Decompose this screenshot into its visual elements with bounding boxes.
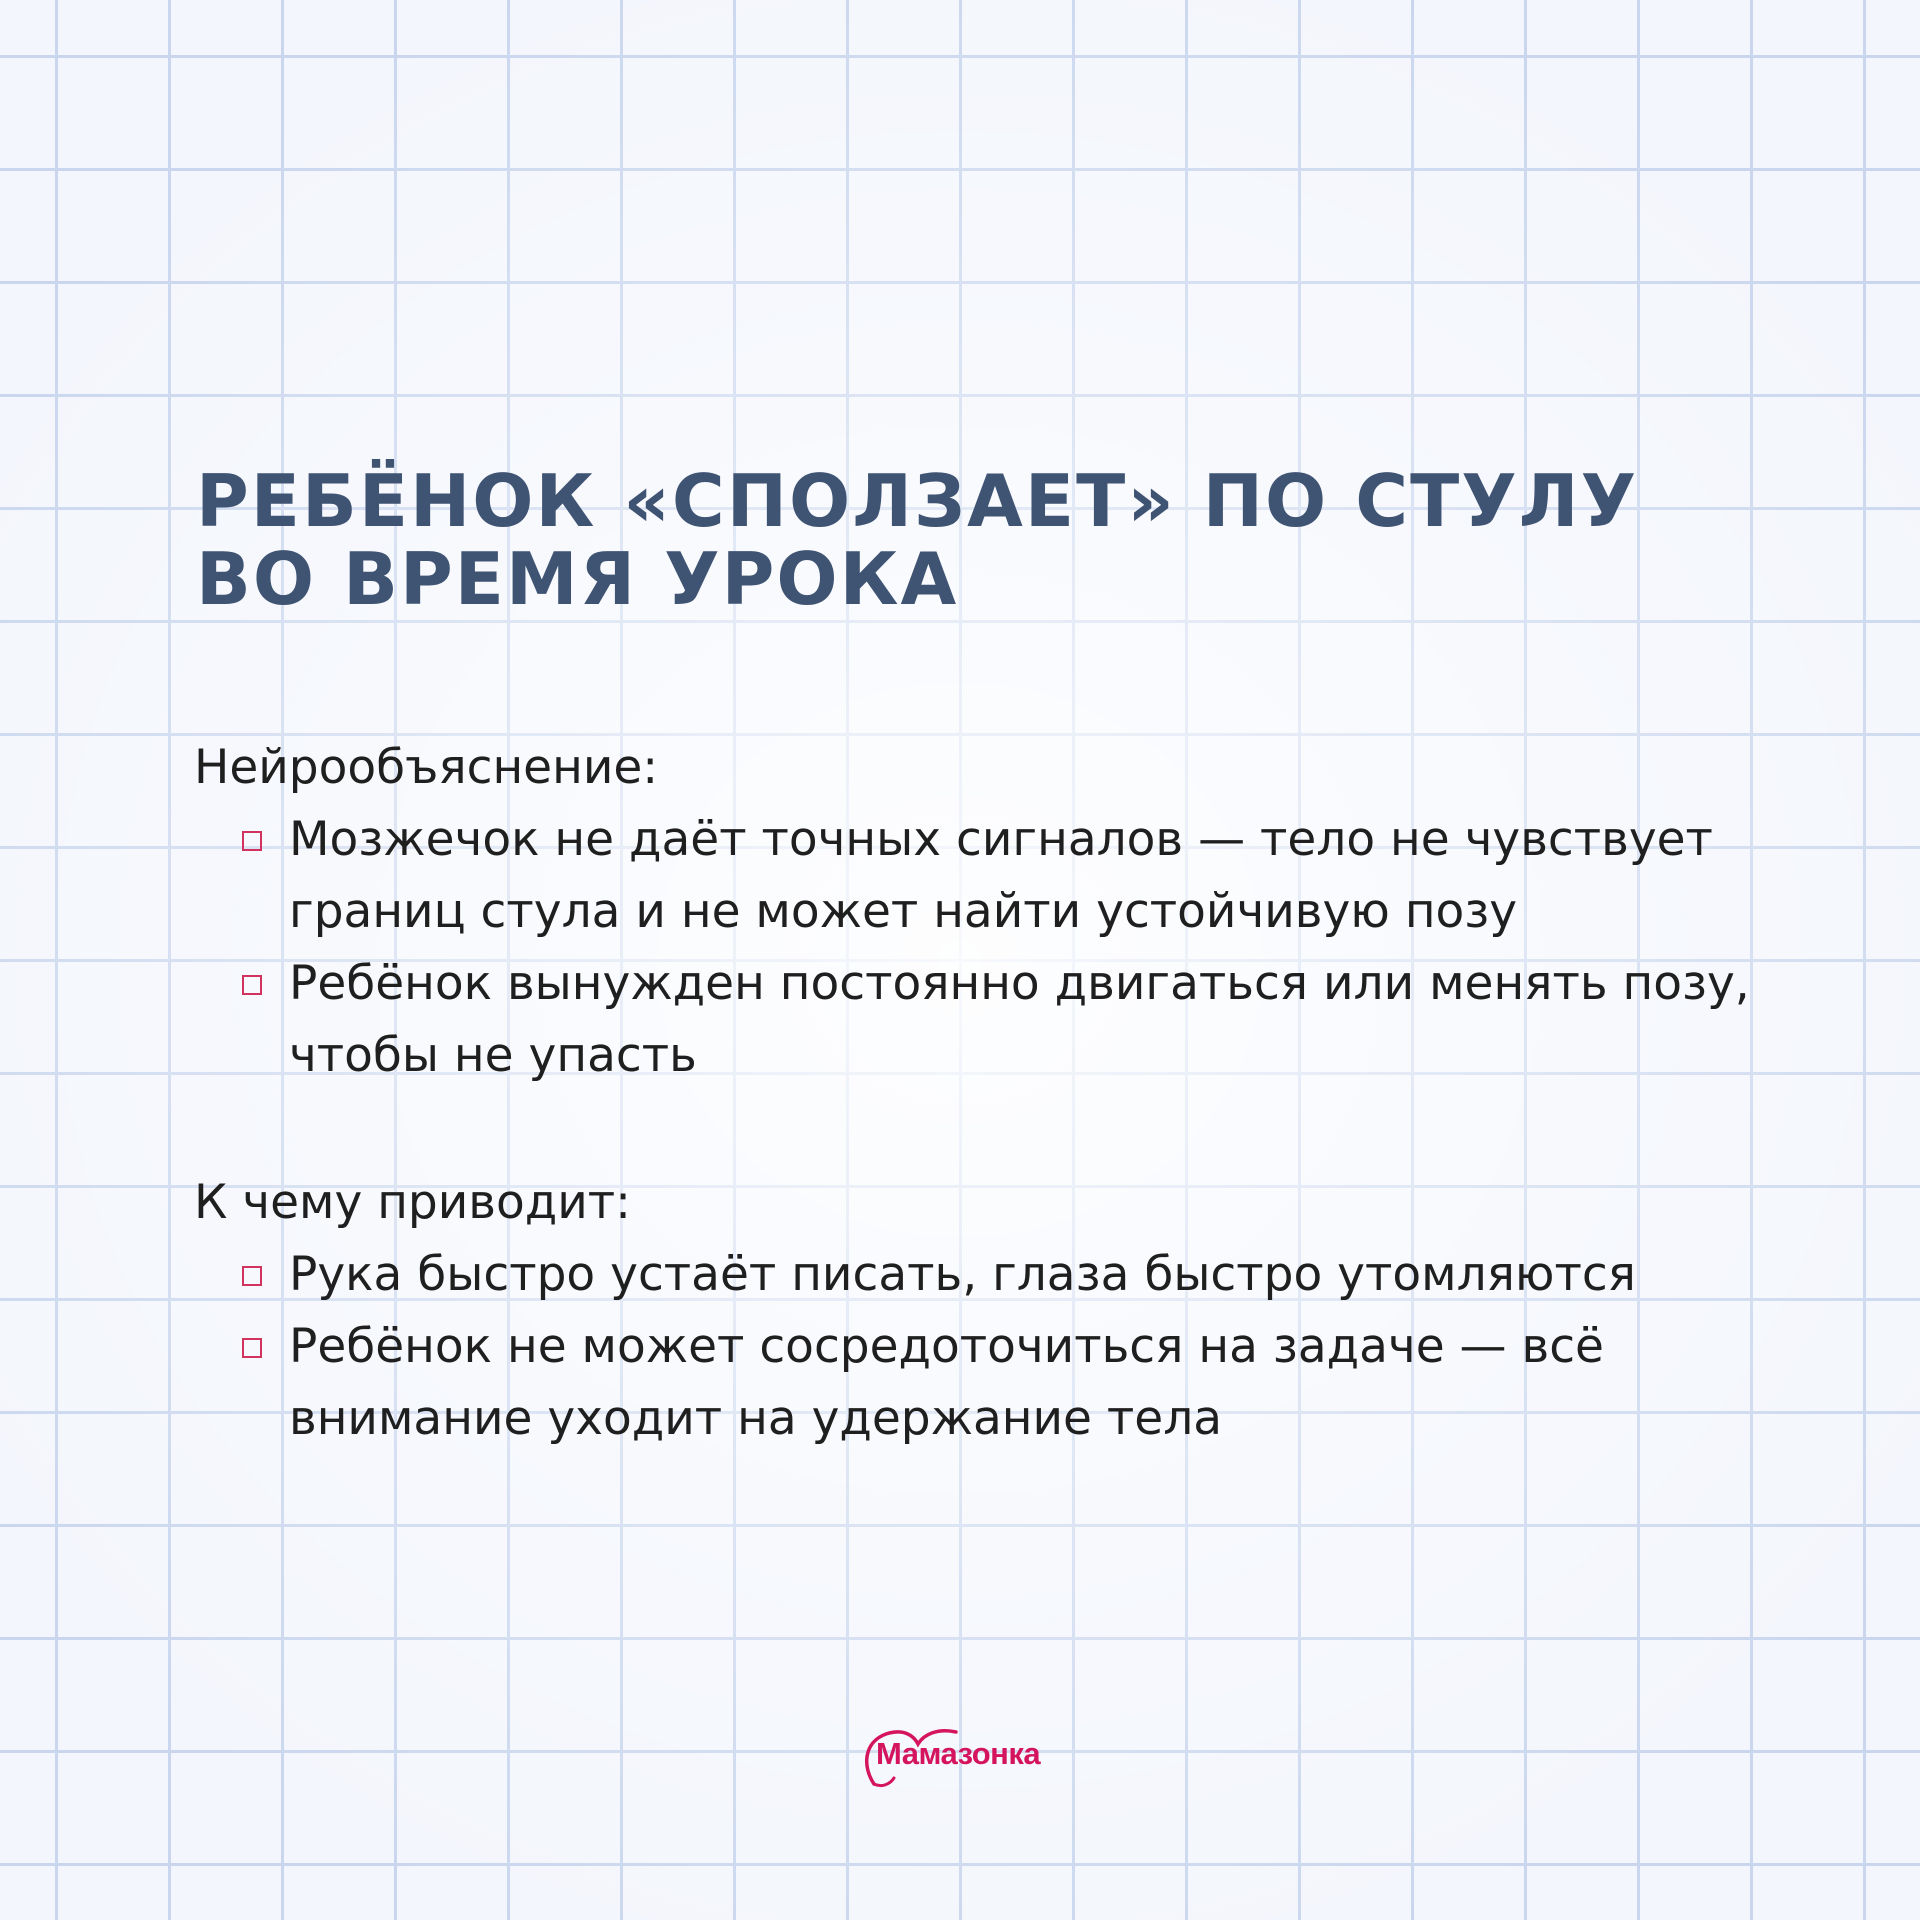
list-item-text: Рука быстро устаёт писать, глаза быстро утомляются xyxy=(289,1247,1636,1302)
list-item-text: Ребёнок вынужден постоянно двигаться или менять позу, чтобы не упасть xyxy=(289,956,1750,1083)
list-item xyxy=(194,1239,1754,1311)
section-neuro-explanation xyxy=(194,732,1754,1092)
bullet-list xyxy=(194,1239,1754,1455)
bullet-list xyxy=(194,804,1754,1092)
square-outline-icon xyxy=(242,831,262,851)
square-outline-icon xyxy=(242,1338,262,1358)
list-item xyxy=(194,1311,1754,1455)
list-item-text: Мозжечок не даёт точных сигналов — тело не чувствует границ стула и не может найти устойчивую позу xyxy=(289,812,1713,939)
page-title: РЕБЁНОК «СПОЛЗАЕТ» ПО СТУЛУ ВО ВРЕМЯ УРОКА xyxy=(196,459,1639,621)
brand-logo xyxy=(860,1722,1060,1792)
list-item-text: Ребёнок не может сосредоточиться на задаче — всё внимание уходит на удержание тела xyxy=(289,1319,1604,1446)
list-item xyxy=(194,804,1754,948)
section-heading: Нейрообъяснение: xyxy=(194,740,659,795)
list-item xyxy=(194,948,1754,1092)
section-consequences xyxy=(194,1167,1754,1455)
section-heading: К чему приводит: xyxy=(194,1175,632,1230)
square-outline-icon xyxy=(242,975,262,995)
logo-text: Мамазонка xyxy=(876,1736,1041,1771)
square-outline-icon xyxy=(242,1266,262,1286)
